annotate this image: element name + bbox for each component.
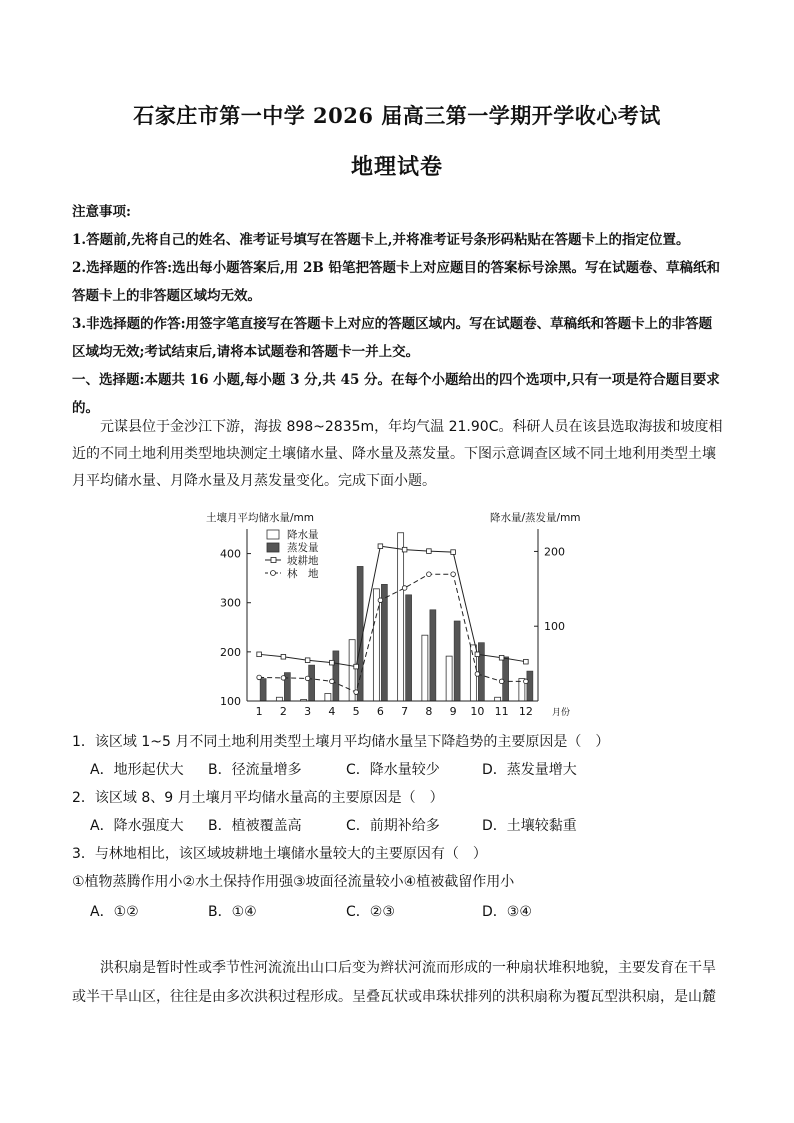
slope-farmland-point	[402, 547, 407, 552]
x-axis-unit: 月份	[552, 708, 571, 718]
slope-farmland-point	[305, 658, 310, 663]
x-tick-label: 4	[328, 705, 336, 718]
forest-line	[259, 574, 526, 692]
forest-point	[257, 675, 262, 680]
precip-bar	[495, 697, 501, 701]
q1-option-d[interactable]: D．蒸发量增大	[482, 762, 577, 778]
q2-option-c[interactable]: C．前期补给多	[346, 818, 440, 834]
right-tick-label: 100	[544, 620, 565, 634]
forest-point	[281, 676, 286, 681]
q3-option-d[interactable]: D．③④	[482, 904, 532, 920]
slope-farmland-point	[354, 664, 359, 669]
forest-point	[475, 672, 480, 677]
question-1-stem: 1．该区域 1~5 月不同土地利用类型土壤月平均储水量呈下降趋势的主要原因是（ ）	[72, 734, 610, 750]
x-tick-label: 6	[376, 705, 384, 718]
question-1-options	[90, 756, 724, 784]
forest-point	[378, 598, 383, 603]
legend-forest-marker	[271, 571, 276, 576]
exam-title: 石家庄市第一中学 2026 届高三第一学期开学收心考试	[133, 103, 661, 128]
slope-farmland-point	[499, 655, 504, 660]
notes-heading: 注意事项:	[72, 204, 131, 220]
question-2-options	[90, 812, 724, 840]
forest-point	[499, 679, 504, 684]
legend-precip-swatch	[267, 530, 279, 539]
left-axis-title: 土壤月平均储水量/mm	[206, 512, 314, 524]
evap-bar	[309, 665, 315, 701]
evap-bar	[503, 657, 509, 701]
section-heading: 一、选择题:本题共 16 小题,每小题 3 分,共 45 分。在每个小题给出的四个选项中,只有一项是符合题目要求的。	[72, 372, 720, 416]
question-list	[72, 728, 724, 926]
legend-precip-label: 降水量	[287, 529, 319, 541]
note-item-3: 3.非选择题的作答:用签字笔直接写在答题卡上对应的答题区域内。写在试题卷、草稿纸和答题卡上的非答题区域均无效;考试结束后,请将本试题卷和答题卡一并上交。	[72, 316, 713, 360]
note-item-1: 1.答题前,先将自己的姓名、准考证号填写在答题卡上,并将准考证号条形码粘贴在答题卡上的指定位置。	[72, 232, 690, 248]
x-tick-label: 3	[304, 705, 312, 718]
exam-notes	[72, 198, 724, 422]
precip-bar	[446, 656, 452, 701]
fan-passage-text: 洪积扇是暂时性或季节性河流流出山口后变为辫状河流而形成的一种扇状堆积地貌，主要发育在干旱或半干旱山区，往往是由多次洪积过程形成。呈叠瓦状或串珠状排列的洪积扇称为覆瓦型洪积扇，是山麓	[72, 960, 716, 1005]
x-tick-label: 9	[449, 705, 457, 718]
slope-farmland-point	[257, 652, 262, 657]
slope-farmland-point	[330, 660, 335, 665]
slope-farmland-point	[475, 652, 480, 657]
q2-option-b[interactable]: B．植被覆盖高	[208, 818, 302, 834]
right-axis-title: 降水量/蒸发量/mm	[490, 512, 581, 524]
q3-option-a[interactable]: A．①②	[90, 904, 139, 920]
evap-bar	[454, 621, 460, 701]
legend-evap-label: 蒸发量	[287, 542, 319, 554]
forest-point	[330, 679, 335, 684]
q1-option-b[interactable]: B．径流量增多	[208, 762, 302, 778]
left-tick-label: 200	[220, 645, 241, 659]
q1-option-c[interactable]: C．降水量较少	[346, 762, 440, 778]
x-tick-label: 1	[255, 705, 263, 718]
slope-farmland-point	[378, 544, 383, 549]
q1-option-a[interactable]: A．地形起伏大	[90, 762, 184, 778]
evap-bar	[357, 566, 363, 701]
forest-point	[427, 572, 432, 577]
left-tick-label: 300	[220, 596, 241, 610]
legend-slope-label: 坡耕地	[287, 555, 319, 567]
slope-farmland-point	[281, 654, 286, 659]
x-tick-label: 12	[518, 705, 533, 718]
x-tick-label: 5	[352, 705, 360, 718]
x-tick-label: 7	[401, 705, 409, 718]
intro-text: 元谋县位于金沙江下游，海拔 898~2835m，年均气温 21.90C。科研人员在该县选取海拔和坡度相近的不同土地利用类型地块测定土壤储水量、降水量及蒸发量。下图示意调查区域不同土地利用类型土壤月平均储水量、月降水量及月蒸发量变化。完成下面小题。	[72, 419, 723, 489]
q3-option-b[interactable]: B．①④	[208, 904, 257, 920]
x-tick-label: 2	[279, 705, 287, 718]
evap-bar	[333, 651, 339, 701]
soil-water-chart	[200, 507, 600, 722]
evap-bar	[260, 679, 266, 701]
x-tick-label: 10	[470, 705, 485, 718]
chart-svg	[200, 507, 600, 722]
forest-point	[354, 690, 359, 695]
left-tick-label: 100	[220, 695, 241, 708]
legend-evap-swatch	[267, 543, 279, 552]
question-3-statements: ①植物蒸腾作用小②水土保持作用强③坡面径流量较小④植被截留作用小	[72, 874, 515, 890]
slope-farmland-point	[451, 550, 456, 555]
evap-bar	[430, 610, 436, 701]
precip-bar	[325, 694, 331, 701]
precip-bar	[422, 635, 428, 701]
x-tick-label: 8	[425, 705, 433, 718]
precip-bar	[398, 533, 404, 701]
note-item-2: 2.选择题的作答:选出每小题答案后,用 2B 铅笔把答题卡上对应题目的答案标号涂黑。写在试题卷、草稿纸和答题卡上的非答题区域均无效。	[72, 260, 720, 304]
legend-slope-marker	[271, 558, 276, 563]
evap-bar	[406, 595, 412, 701]
evap-bar	[478, 643, 484, 701]
legend-forest-label: 林 地	[287, 568, 319, 580]
q2-option-a[interactable]: A．降水强度大	[90, 818, 184, 834]
precip-bar	[276, 697, 282, 701]
subject-title: 地理试卷	[350, 154, 443, 180]
slope-farmland-point	[427, 549, 432, 554]
left-tick-label: 400	[220, 547, 241, 561]
intro-passage	[72, 414, 724, 495]
question-3-stem: 3．与林地相比，该区域坡耕地土壤储水量较大的主要原因有（ ）	[72, 846, 487, 862]
question-2-stem: 2．该区域 8、9 月土壤月平均储水量高的主要原因是（ ）	[72, 790, 444, 806]
forest-point	[524, 679, 529, 684]
forest-point	[451, 572, 456, 577]
q2-option-d[interactable]: D．土壤较黏重	[482, 818, 577, 834]
x-tick-label: 11	[494, 705, 509, 718]
forest-point	[402, 586, 407, 591]
right-tick-label: 200	[544, 545, 565, 559]
question-3-options	[90, 898, 724, 926]
slope-farmland-point	[524, 659, 529, 664]
q3-option-c[interactable]: C．②③	[346, 904, 395, 920]
fan-passage	[72, 954, 724, 1012]
forest-point	[305, 676, 310, 681]
evap-bar	[527, 671, 533, 701]
